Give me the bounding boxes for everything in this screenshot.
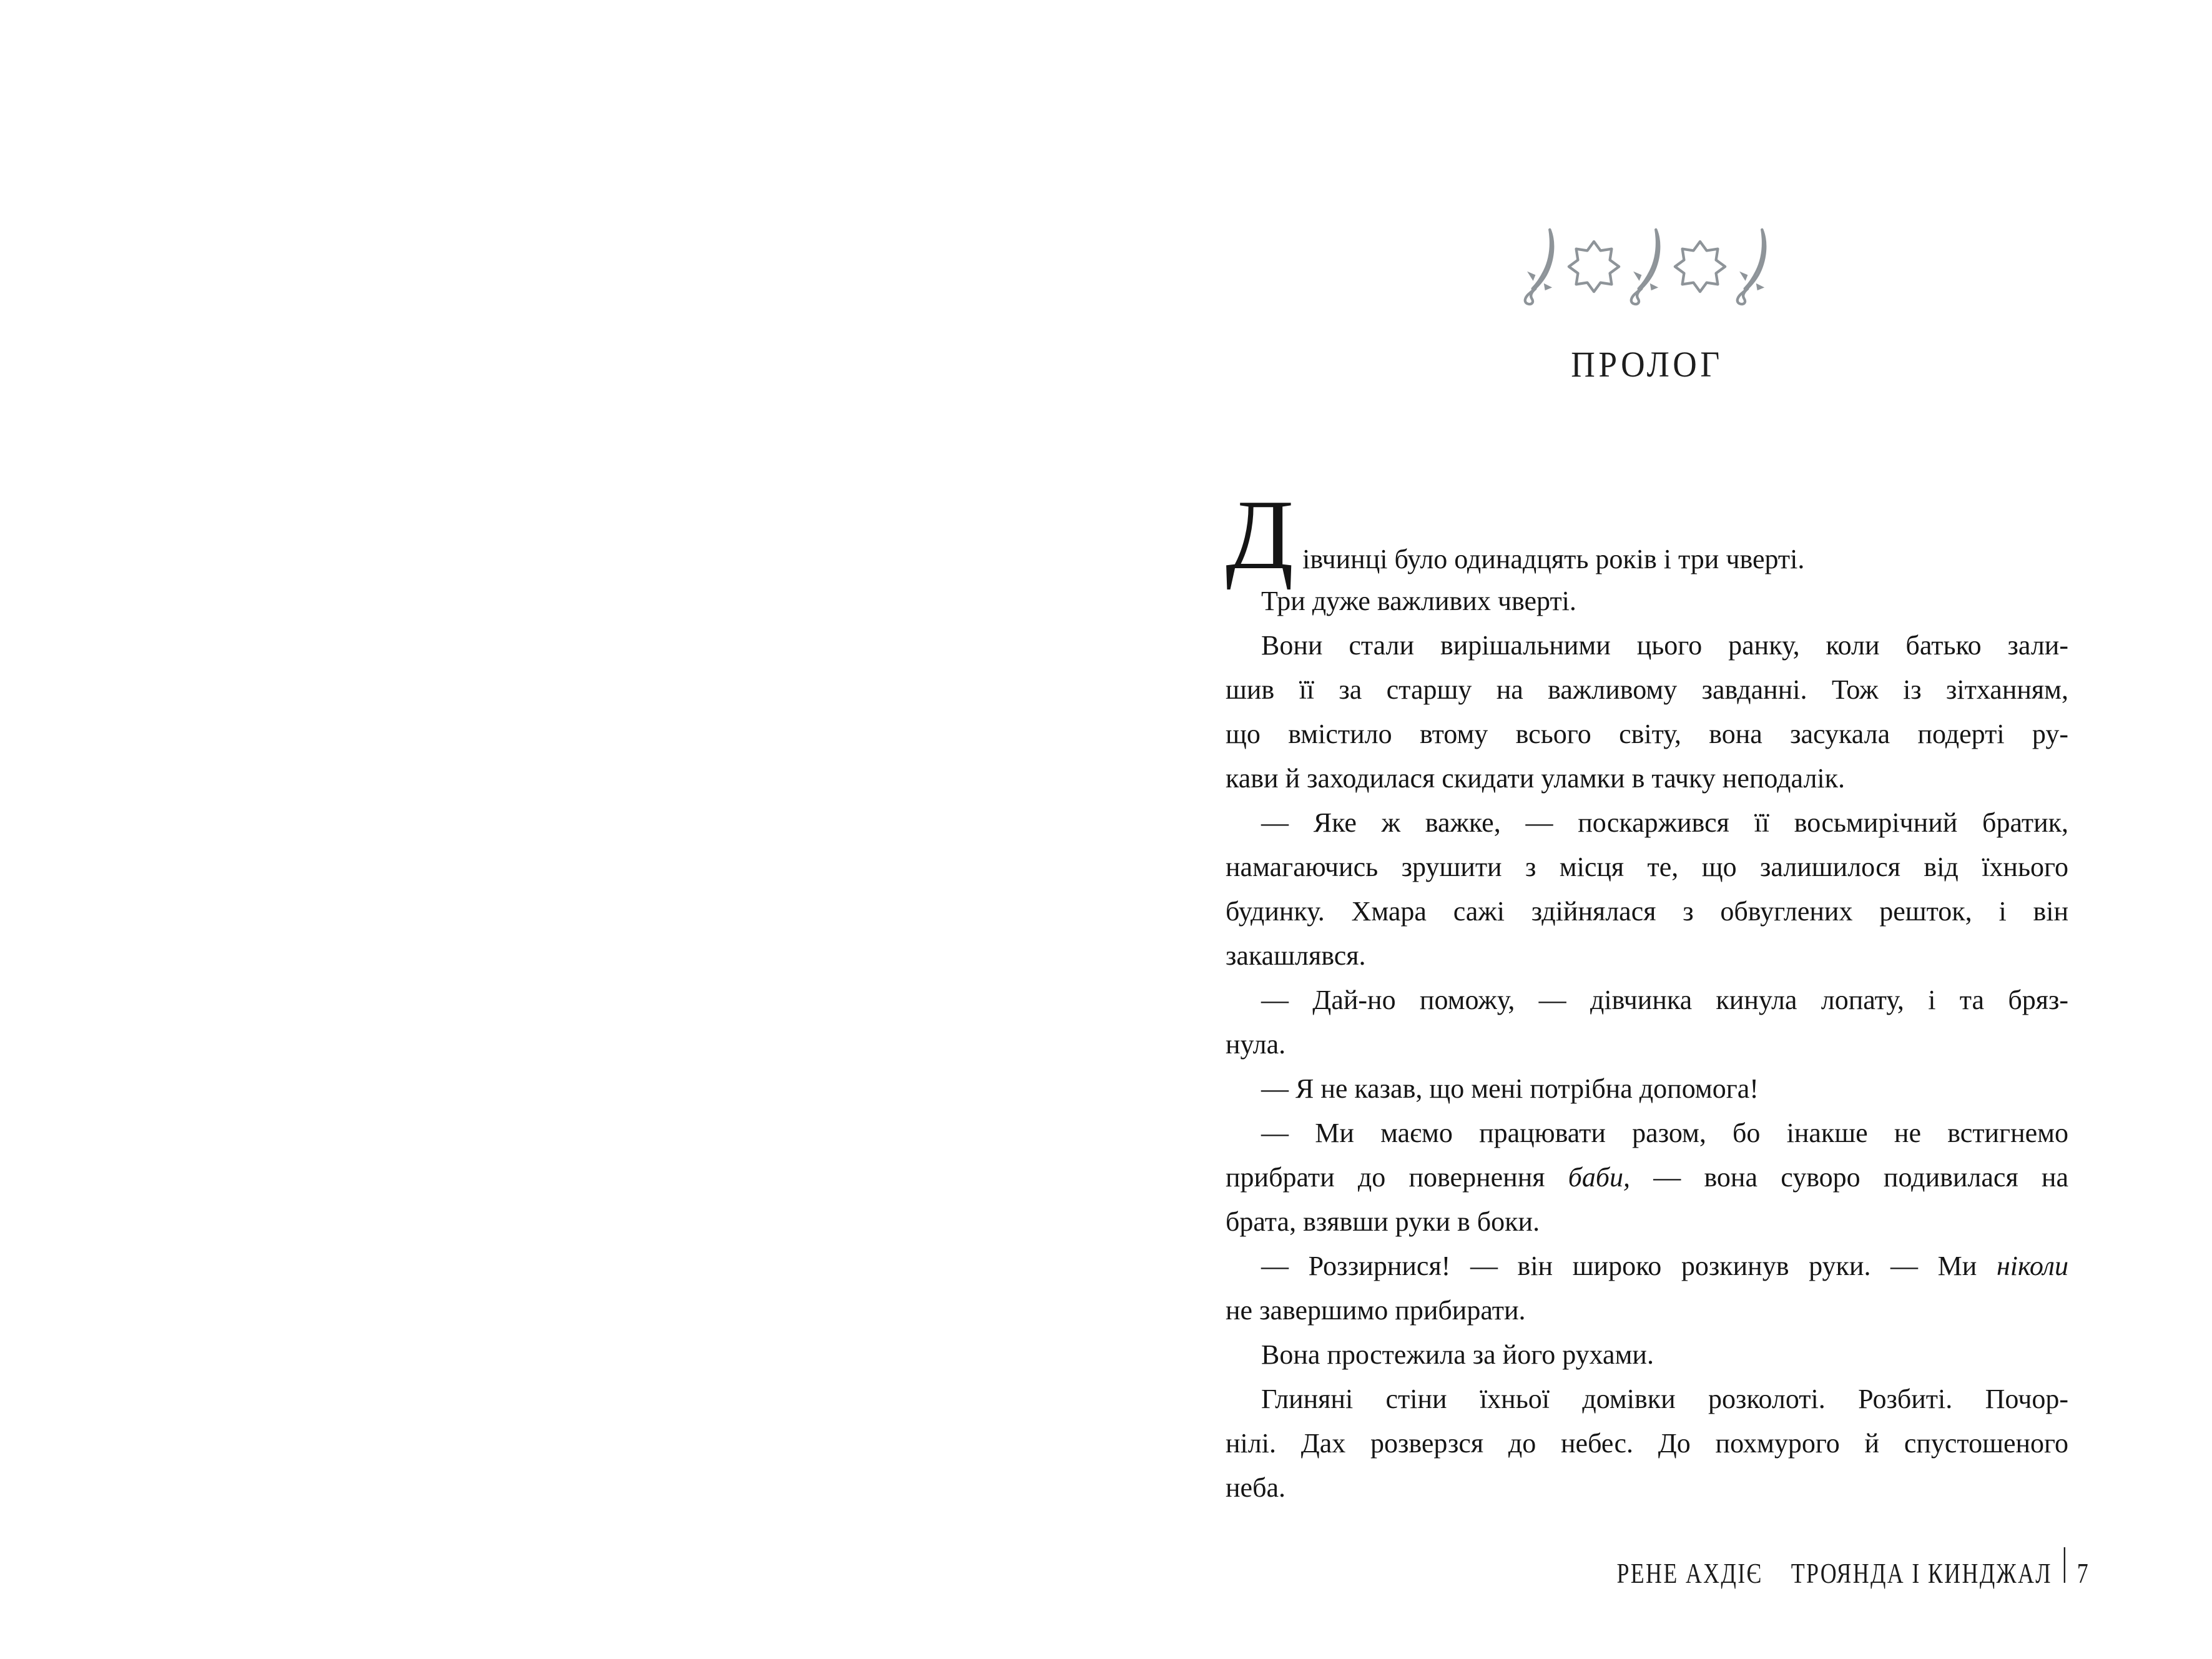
text-line: — Дай-но поможу, — дівчинка кинула лопату, і та бряз-: [1261, 985, 2068, 1015]
footer-author: РЕНЕ АХДІЄ: [1616, 1557, 1763, 1589]
dagger-icon: [1522, 227, 1560, 306]
text-line: Три дуже важливих чверті.: [1261, 586, 1576, 616]
footer-divider-bar: [2064, 1547, 2065, 1583]
paragraph: [1226, 1244, 2068, 1332]
paragraph: [1226, 579, 2068, 623]
text-line: що вмістило втому всього світу, вона засукала подерті ру-: [1226, 719, 2068, 749]
text-line: брата, взявши руки в боки.: [1226, 1206, 1540, 1237]
footer-book-title: ТРОЯНДА І КИНДЖАЛ: [1791, 1557, 2052, 1589]
text-line: намагаючись зрушити з місця те, що залишилося від їхнього: [1226, 852, 2068, 882]
text-line: шив її за старшу на важливому завданні. Тож із зітханням,: [1226, 674, 2068, 705]
emphasis-text: баби,: [1568, 1162, 1630, 1193]
paragraph: [1226, 623, 2068, 800]
page-footer: [1415, 1547, 2090, 1592]
text-line: нілі. Дах розверзся до небес. До похмурого й спустошеного: [1226, 1428, 2068, 1459]
text-line: Дівчинці було одинадцять років і три чверті.: [1226, 479, 1805, 590]
text-line: будинку. Хмара сажі здійнялася з обвуглених решток, і він: [1226, 896, 2068, 927]
text-line: закашлявся.: [1226, 940, 1366, 971]
paragraph: [1226, 1377, 2068, 1510]
text-line: — Ми маємо працювати разом, бо інакше не встигнемо: [1261, 1118, 2068, 1148]
text-line: Глиняні стіни їхньої домівки розколоті. Розбиті. Почор-: [1261, 1384, 2068, 1414]
paragraph: [1226, 800, 2068, 978]
dagger-icon: [1734, 227, 1772, 306]
text-line: не завершимо прибирати.: [1226, 1295, 1526, 1326]
chapter-heading: ПРОЛОГ: [1571, 344, 1723, 385]
paragraph: [1226, 1111, 2068, 1244]
footer-page-number: 7: [2077, 1557, 2090, 1589]
rosette-icon: [1567, 240, 1621, 293]
chapter-ornament: [1226, 227, 2068, 306]
dagger-icon: [1628, 227, 1666, 306]
drop-cap: Д: [1226, 479, 1294, 590]
page-content: [1226, 0, 2090, 1659]
paragraph: [1226, 1332, 2068, 1377]
paragraph: [1226, 978, 2068, 1066]
text-line: нула.: [1226, 1029, 1286, 1060]
emphasis-text: ніколи: [1996, 1251, 2068, 1281]
body-text: [1226, 479, 2068, 1510]
text-line: — Роззирнися! — він широко розкинув руки. — Ми ніколи: [1261, 1251, 2068, 1281]
text-line: прибрати до повернення баби, — вона суворо подивилася на: [1226, 1162, 2068, 1193]
paragraph: [1226, 1066, 2068, 1111]
text-line: кави й заходилася скидати уламки в тачку неподалік.: [1226, 763, 1845, 794]
text-line: — Яке ж важке, — поскаржився її восьмирічний братик,: [1261, 807, 2068, 838]
text-line: Вона простежила за його рухами.: [1261, 1339, 1654, 1370]
text-line: — Я не казав, що мені потрібна допомога!: [1261, 1073, 1759, 1104]
rosette-icon: [1673, 240, 1727, 293]
paragraph: [1226, 479, 2068, 590]
text-line: Вони стали вирішальними цього ранку, коли батько зали-: [1261, 630, 2068, 661]
text-line: неба.: [1226, 1472, 1285, 1503]
